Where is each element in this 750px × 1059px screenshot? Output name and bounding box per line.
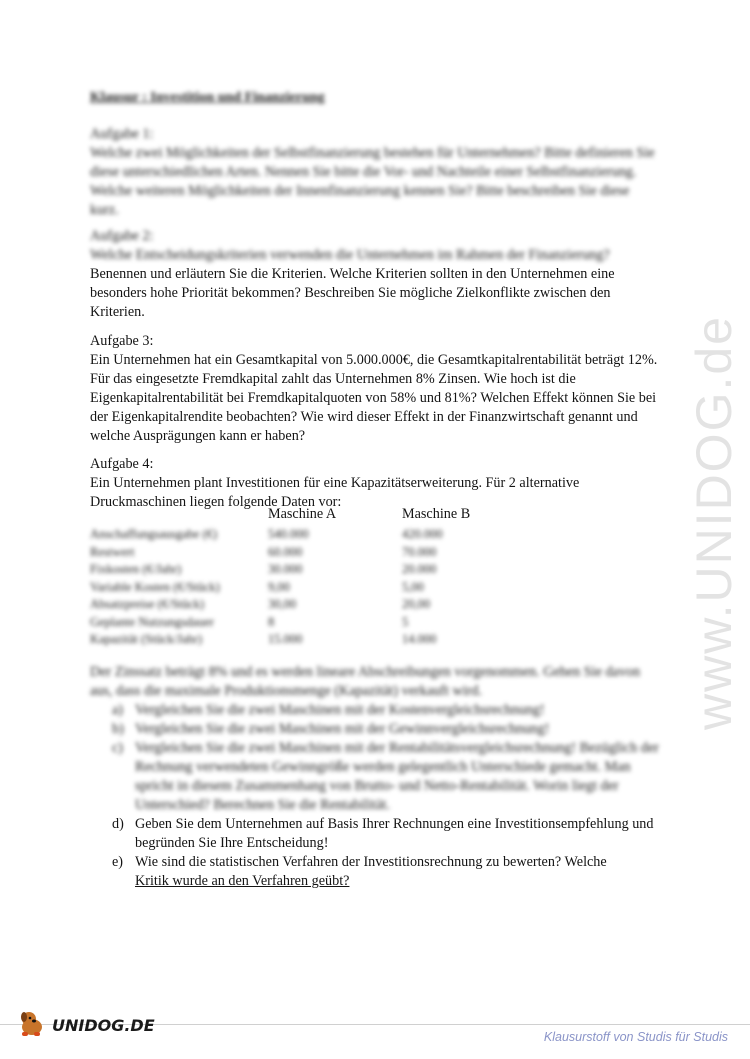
table-cell-label: Fixkosten (€/Jahr) (90, 562, 182, 576)
table-cell-a: 8 (268, 614, 275, 629)
list-item (90, 701, 670, 720)
table-cell-a: 15.000 (268, 632, 303, 646)
table-cell-label: Variable Kosten (€/Stück) (90, 579, 220, 594)
task-1-text: Welche zwei Möglichkeiten der Selbstfinanzierung bestehen für Unternehmen? Bitte definieren Sie diese unterschiedlichen Arten. Nennen Sie bitte die Vor- und Nachteile einer Selbstfinanzierung. Welche weiteren Möglichkeiten der Innenfinanzierung kennen Sie? Bitte beschreiben Sie diese kurz. (90, 145, 655, 218)
table-cell-label: Restwert (90, 544, 135, 559)
item-text: Vergleichen Sie die zwei Maschinen mit der Rentabilitätsvergleichsrechnung! Bezüglich der Rechnung verwendeten Gewinngröße werden gelegentlich Unterschiede gemacht. Man spricht in diesem Zusammenhang von Brutto- und Netto-Rentabilität. Worin liegt der Unterschied? Berechnen Sie die Rentabilität. (135, 740, 659, 813)
footer-tagline: Klausurstoff von Studis für Studis (543, 1030, 728, 1044)
item-marker: c) (112, 740, 124, 756)
task-3-heading: Aufgabe 3: (90, 333, 154, 349)
item-marker: b) (112, 721, 124, 737)
column-header-machine-a: Maschine A (268, 506, 337, 522)
column-header-machine-b: Maschine B (402, 506, 471, 522)
table-cell-b: 5 (402, 614, 409, 629)
table-cell-a: 540.000 (268, 527, 309, 541)
table-row (90, 632, 512, 650)
table-cell-b: 20.000 (402, 562, 437, 576)
item-marker: d) (112, 816, 124, 832)
document-title: Klausur : Investition und Finanzierung (90, 90, 325, 105)
task-1 (90, 125, 660, 220)
watermark: www.UNIDOG.de (686, 315, 742, 730)
item-text (135, 853, 670, 891)
table-cell-label: Absatzpreise (€/Stück) (90, 597, 205, 611)
table-cell-label: Kapazität (Stück/Jahr) (90, 632, 203, 646)
table-cell-b: 70.000 (402, 544, 437, 559)
table-cell-a: 9,00 (268, 579, 290, 594)
table-row (90, 580, 512, 598)
table-cell-b: 5,00 (402, 579, 424, 594)
table-cell-label: Geplante Nutzungsdauer (90, 614, 214, 629)
table-row (90, 597, 512, 615)
task-4-items (90, 701, 670, 891)
table-cell-a: 60.000 (268, 544, 303, 559)
list-item (90, 739, 670, 815)
task-3 (90, 332, 660, 446)
dog-mascot-icon (18, 1008, 48, 1043)
table-cell-b: 14.000 (402, 632, 437, 646)
item-text: Vergleichen Sie die zwei Maschinen mit der Gewinnvergleichsrechnung! (135, 721, 550, 737)
task-1-heading: Aufgabe 1: (90, 126, 154, 142)
task-4-conditions: Der Zinssatz beträgt 8% und es werden lineare Abschreibungen vorgenommen. Gehen Sie davon aus, dass die maximale Produktionsmenge (Kapazität) verkauft wird. (90, 664, 641, 699)
list-item (90, 815, 670, 853)
item-text-line-2: Kritik wurde an den Verfahren geübt? (135, 873, 350, 889)
task-2 (90, 227, 660, 322)
task-2-heading: Aufgabe 2: (90, 228, 154, 244)
item-marker: a) (112, 702, 124, 718)
table-cell-b: 420.000 (402, 527, 443, 541)
logo-text: UNIDOG.DE (52, 1016, 155, 1035)
task-4-heading: Aufgabe 4: (90, 456, 154, 472)
table-cell-a: 30,00 (268, 597, 297, 611)
table-cell-b: 20,00 (402, 597, 431, 611)
table-cell-a: 30.000 (268, 562, 303, 576)
task-4-text: Ein Unternehmen plant Investitionen für eine Kapazitätserweiterung. Für 2 alternative Druckmaschinen liegen folgende Daten vor: (90, 475, 580, 510)
task-4 (90, 455, 660, 512)
footer-logo[interactable] (18, 1008, 155, 1043)
task-2-text-blurred: Welche Entscheidungskriterien verwenden die Unternehmen im Rahmen der Finanzierung? (90, 247, 610, 263)
item-text-line-1: Wie sind die statistischen Verfahren der Investitionsrechnung zu bewerten? Welche (135, 854, 607, 870)
item-text: Geben Sie dem Unternehmen auf Basis Ihrer Rechnungen eine Investitionsempfehlung und begründen Sie Ihre Entscheidung! (135, 816, 654, 851)
table-row (90, 562, 512, 580)
machine-data-table (90, 527, 512, 650)
item-marker: e) (112, 854, 124, 870)
list-item (90, 720, 670, 739)
task-2-text: Benennen und erläutern Sie die Kriterien. Welche Kriterien sollten in den Unternehmen eine besonders hohe Priorität bekommen? Beschreiben Sie mögliche Zielkonflikte zwischen den Kriterien. (90, 266, 615, 320)
table-row (90, 615, 512, 633)
item-text: Vergleichen Sie die zwei Maschinen mit der Kostenvergleichsrechnung! (135, 702, 545, 718)
table-row (90, 545, 512, 563)
table-cell-label: Anschaffungsausgabe (€) (90, 527, 218, 541)
table-row (90, 527, 512, 545)
list-item (90, 853, 670, 891)
task-3-text: Ein Unternehmen hat ein Gesamtkapital von 5.000.000€, die Gesamtkapitalrentabilität beträgt 12%. Für das eingesetzte Fremdkapital zahlt das Unternehmen 8% Zinsen. Wie hoch ist die Eigenkapitalrentabilität bei Fremdkapitalquoten von 58% und 81%? Welchen Effekt können Sie bei der Eigenkapitalrendite beobachten? Wie wird dieser Effekt in der Finanzwirtschaft genannt und welche Ausprägungen kann er haben? (90, 352, 658, 444)
